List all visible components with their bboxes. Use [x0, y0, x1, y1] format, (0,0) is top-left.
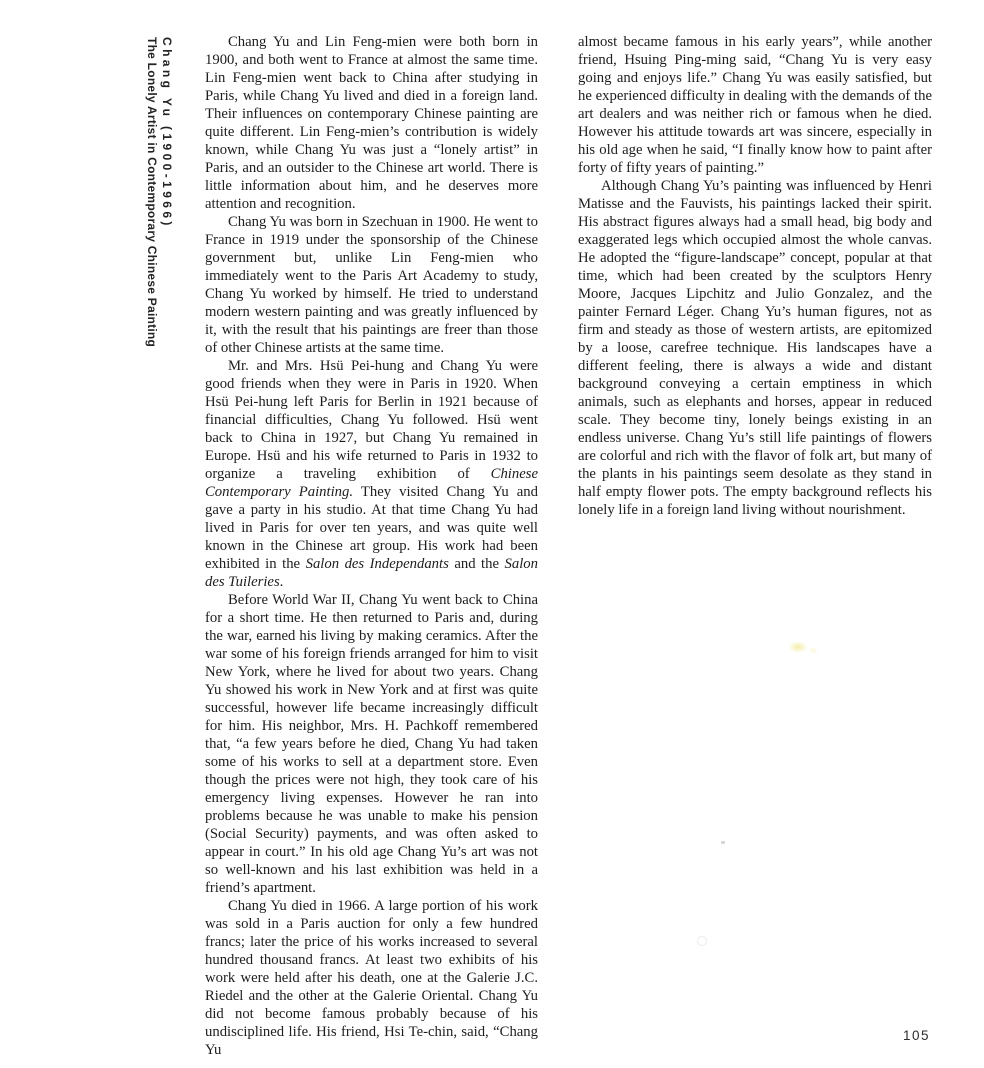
paragraph-intro: Chang Yu and Lin Feng-mien were both born in 1900, and both went to France at almost the same time. Lin Feng-mien went back to China after studying in Paris, while Chang Yu lived and died in a foreign land. Their influences on contemporary Chinese painting are quite different. Lin Feng-mien’s contribution is widely known, while Chang Yu was just a “lonely artist” in Paris, and an outsider to the Chinese art world. There is little information about him, and he deserves more attention and recognition.	[205, 34, 538, 212]
italic-salon-independants: Salon des Independants	[305, 556, 449, 572]
text-run: Mr. and Mrs. Hsü Pei-hung and Chang Yu were good friends when they were in Paris in 1920. When Hsü Pei-hung left Paris for Berlin in 1921 because of financial difficulties, Chang Yu followed. Hsü went back to China in 1927, but Chang Yu remained in Europe. Hsü and his wife returned to Paris in 1932 to organize a traveling exhibition of	[205, 358, 538, 482]
text-run: and the	[448, 556, 505, 572]
paragraph-death: Chang Yu died in 1966. A large portion of his work was sold in a Paris auction for only a few hundred francs; later the price of his works increased to several hundred thousand francs. At least two exhibits of his work were held after his death, one at the Galerie J.C. Riedel and the other at the Galerie Oriental. Chang Yu did not become famous probably because of his undisciplined life. His friend, Hsi Te-chin, said, “Chang Yu	[205, 898, 538, 1058]
chapter-subtitle: The Lonely Artist in Contemporary Chinese Painting	[145, 37, 159, 348]
scan-smudge-dot	[809, 647, 818, 654]
page-number: 105	[903, 1028, 931, 1043]
scan-speck	[721, 841, 725, 844]
text-run: They visited Chang Yu and gave a party in his studio. At that time Chang Yu had lived in Paris for over ten years, and was quite well known in the Chinese art group. His work had been exhibited in the	[205, 484, 538, 572]
chapter-title-vertical	[144, 37, 174, 382]
right-column	[578, 33, 932, 519]
paragraph-style: Although Chang Yu’s painting was influenced by Henri Matisse and the Fauvists, his paintings lacked their spirit. His abstract figures always had a small head, big body and exaggerated legs which occupied almost the whole canvas. He adopted the “figure-landscape” concept, popular at that time, which had been created by the sculptors Henry Moore, Jacques Lipchitz and Julio Gonzalez, and the painter Fernard Léger. Chang Yu’s human figures, not as firm and steady as those of western artists, are epitomized by a loose, carefree technique. His landscapes have a different feeling, there is always a wide and distant background conveying a certain emptiness in which animals, such as elephants and horses, appear in reduced scale. They become tiny, lonely beings existing in an endless universe. Chang Yu’s still life paintings of flowers are colorful and rich with the flavor of folk art, but many of the plants in his paintings seem desolate as they stand in half empty flower pots. The empty background reflects his lonely life in a foreign land living without nourishment.	[578, 178, 932, 518]
left-column	[205, 33, 538, 1059]
paragraph-world-war: Before World War II, Chang Yu went back to China for a short time. He then returned to Paris and, during the war, earned his living by making ceramics. After the war some of his foreign friends arranged for him to visit New York, where he lived for about two years. Chang Yu showed his work in New York and at first was quite successful, however life became increasingly difficult for him. His neighbor, Mrs. H. Pachkoff remembered that, “a few years before he died, Chang Yu had taken some of his works to sell at a department store. Even though the prices were not high, they took care of his emergency living expenses. However he ran into problems because he was unable to make his pension (Social Security) payments, and was often asked to appear in court.” In his old age Chang Yu’s art was not so well-known and his last exhibition was held in a friend’s apartment.	[205, 592, 538, 896]
paragraph-hsu-pei-hung	[205, 357, 538, 591]
italic-salon-tuileries: Salon des Tuileries	[205, 556, 538, 590]
scan-smudge-artifact	[788, 641, 808, 653]
text-run: .	[279, 574, 284, 590]
paragraph-continuation: almost became famous in his early years”, while another friend, Hsuing Ping-ming said, “Chang Yu is very easy going and enjoys life.” Chang Yu was easily satisfied, but he experienced difficulty in dealing with the demands of the art dealers and was neither rich or famous when he died. However his attitude towards art was sincere, especially in his old age when he said, “I finally know how to paint after forty of fifty years of painting.”	[578, 34, 932, 176]
paragraph-birth: Chang Yu was born in Szechuan in 1900. He went to France in 1919 under the sponsorship of the Chinese government but, unlike Lin Feng-mien who immediately went to the Paris Art Academy to study, Chang Yu worked by himself. He tried to understand modern western painting and was greatly influenced by it, with the result that his paintings are freer than those of other Chinese artists at the same time.	[205, 214, 538, 356]
scan-speck	[697, 936, 707, 946]
italic-exhibition-title: Chinese Contemporary Painting.	[205, 466, 538, 500]
chapter-title: Chang Yu (1900-1966)	[160, 37, 174, 229]
